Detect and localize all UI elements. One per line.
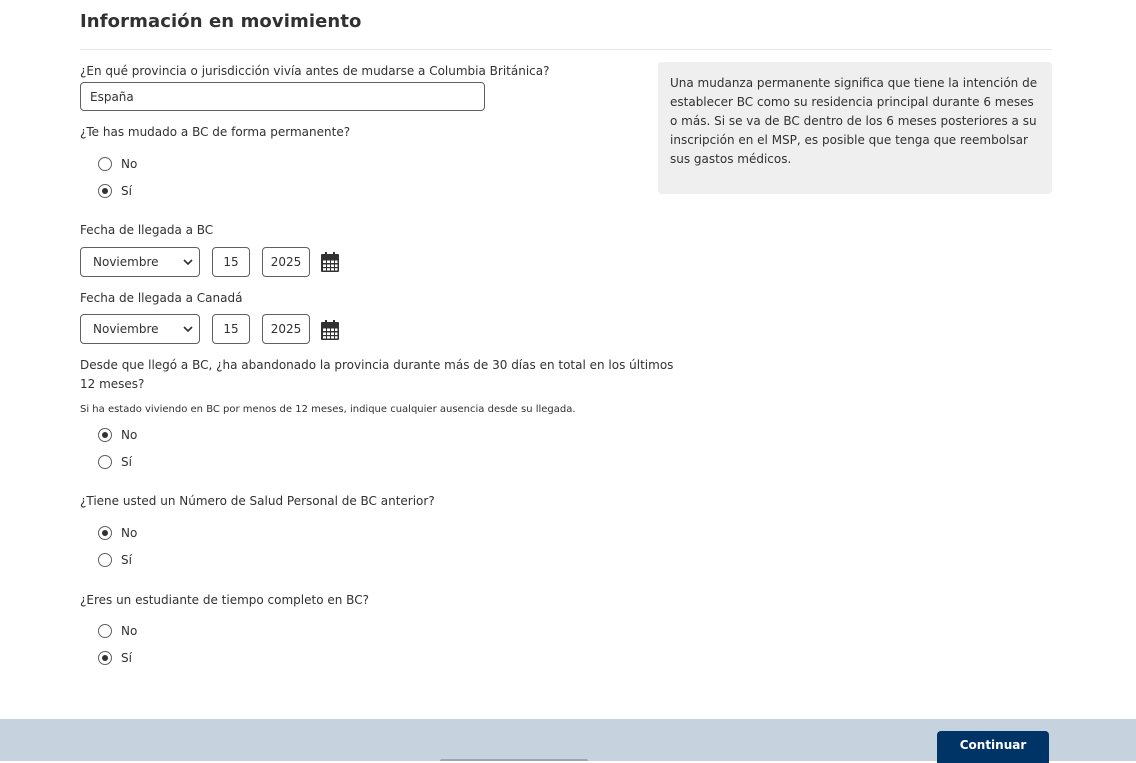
arrival-canada-day-input[interactable]: 15	[212, 314, 250, 344]
health-number-label: ¿Tiene usted un Número de Salud Personal de BC anterior?	[80, 494, 435, 508]
permanent-move-no-option[interactable]	[98, 157, 137, 171]
calendar-icon[interactable]	[321, 252, 339, 272]
arrival-bc-year-input[interactable]: 2025	[262, 247, 310, 277]
arrival-canada-label: Fecha de llegada a Canadá	[80, 291, 243, 305]
province-input[interactable]: España	[80, 82, 485, 111]
student-label: ¿Eres un estudiante de tiempo completo en BC?	[80, 593, 369, 607]
student-no-radio[interactable]	[98, 624, 112, 638]
radio-label: No	[121, 624, 138, 638]
health-number-no-option[interactable]	[98, 526, 137, 540]
page-title: Información en movimiento	[80, 11, 362, 32]
chevron-down-icon	[183, 324, 193, 334]
student-no-option[interactable]	[98, 624, 137, 638]
absence-hint: Si ha estado viviendo en BC por menos de 12 meses, indique cualquier ausencia desde su llegada.	[80, 404, 576, 415]
radio-label: Sí	[121, 553, 132, 567]
health-number-si-radio[interactable]	[98, 553, 112, 567]
absence-si-radio[interactable]	[98, 455, 112, 469]
radio-label: No	[121, 526, 138, 540]
health-number-si-option[interactable]	[98, 553, 132, 567]
student-si-option[interactable]	[98, 651, 132, 665]
radio-label: Sí	[121, 651, 132, 665]
radio-label: Sí	[121, 455, 132, 469]
arrival-canada-month-value: Noviembre	[93, 322, 159, 336]
permanent-move-label: ¿Te has mudado a BC de forma permanente?	[80, 125, 351, 139]
permanent-move-si-option[interactable]	[98, 184, 132, 198]
province-label: ¿En qué provincia o jurisdicción vivía antes de mudarse a Columbia Británica?	[80, 64, 550, 78]
absence-label-line1: Desde que llegó a BC, ¿ha abandonado la provincia durante más de 30 días en total en los últimos	[80, 358, 674, 372]
absence-si-option[interactable]	[98, 455, 132, 469]
radio-label: Sí	[121, 184, 132, 198]
permanent-move-si-radio[interactable]	[98, 184, 112, 198]
student-si-radio[interactable]	[98, 651, 112, 665]
title-divider	[80, 49, 1052, 50]
absence-no-option[interactable]	[98, 428, 137, 442]
absence-no-radio[interactable]	[98, 428, 112, 442]
arrival-canada-year-input[interactable]: 2025	[262, 314, 310, 344]
radio-label: No	[121, 157, 138, 171]
arrival-bc-label: Fecha de llegada a BC	[80, 223, 214, 237]
calendar-icon[interactable]	[321, 320, 339, 340]
permanent-move-info-box: Una mudanza permanente significa que tiene la intención de establecer BC como su residencia principal durante 6 meses o más. Si se va de BC dentro de los 6 meses posteriores a su inscripción en el MSP, es posible que tenga que reembolsar sus gastos médicos.	[658, 62, 1052, 194]
absence-label-line2: 12 meses?	[80, 377, 145, 391]
permanent-move-no-radio[interactable]	[98, 157, 112, 171]
arrival-bc-month-select[interactable]	[80, 247, 200, 277]
footer-bar	[0, 719, 1136, 761]
arrival-bc-month-value: Noviembre	[93, 255, 159, 269]
arrival-bc-day-input[interactable]: 15	[212, 247, 250, 277]
arrival-canada-month-select[interactable]	[80, 314, 200, 344]
radio-label: No	[121, 428, 138, 442]
health-number-no-radio[interactable]	[98, 526, 112, 540]
chevron-down-icon	[183, 257, 193, 267]
continue-button[interactable]: Continuar	[937, 731, 1049, 763]
